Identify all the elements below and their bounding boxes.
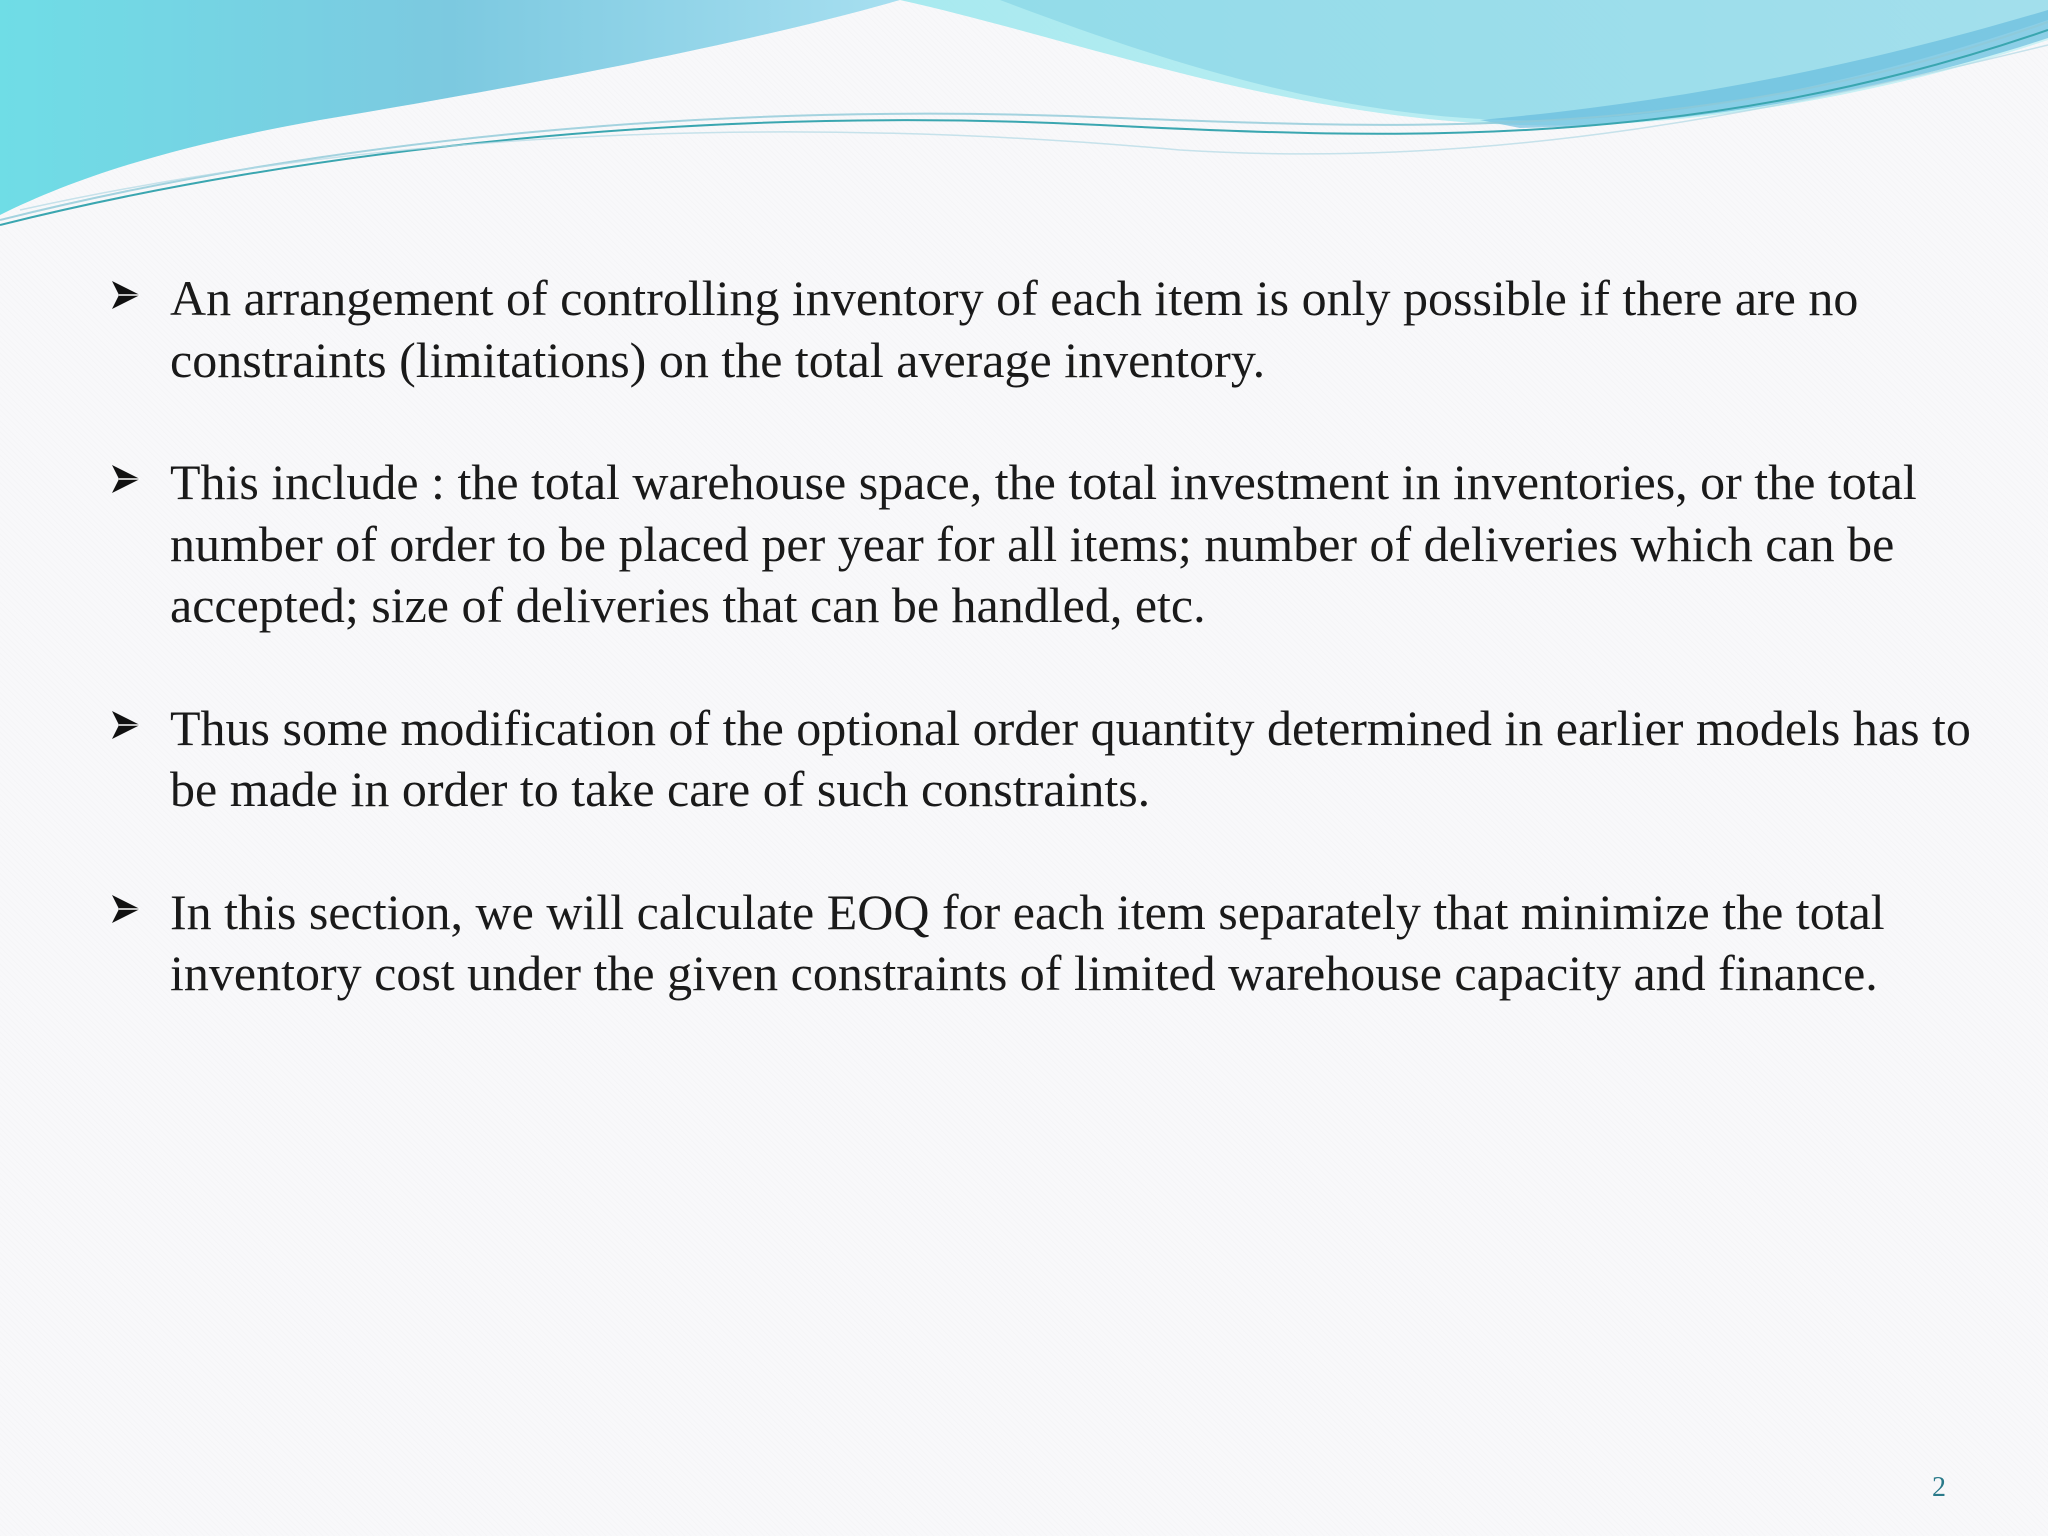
bullet-item: [108, 698, 1988, 821]
bullet-item: [108, 882, 1988, 1005]
bullet-item: [108, 268, 1988, 391]
bullet-text: This include : the total warehouse space, the total investment in inventories, or the total number of order to be placed per year for all items; number of deliveries which can be accepted; size of deliveries that can be handled, etc.: [170, 454, 1917, 633]
arrow-bullet-icon: [108, 277, 144, 313]
page-number: 2: [1932, 1472, 1946, 1503]
arrow-bullet-icon: [108, 461, 144, 497]
header-wave-decoration: [0, 0, 2048, 240]
bullet-text: In this section, we will calculate EOQ for each item separately that minimize the total inventory cost under the given constraints of limited warehouse capacity and finance.: [170, 883, 1885, 1001]
arrow-bullet-icon: [108, 707, 144, 743]
bullet-text: An arrangement of controlling inventory of each item is only possible if there are no constraints (limitations) on the total average inventory.: [170, 270, 1859, 388]
arrow-bullet-icon: [108, 891, 144, 927]
bullet-text: Thus some modification of the optional order quantity determined in earlier models has to be made in order to take care of such constraints.: [170, 699, 1971, 817]
bullet-list: [108, 268, 1988, 1066]
bullet-item: [108, 452, 1988, 637]
